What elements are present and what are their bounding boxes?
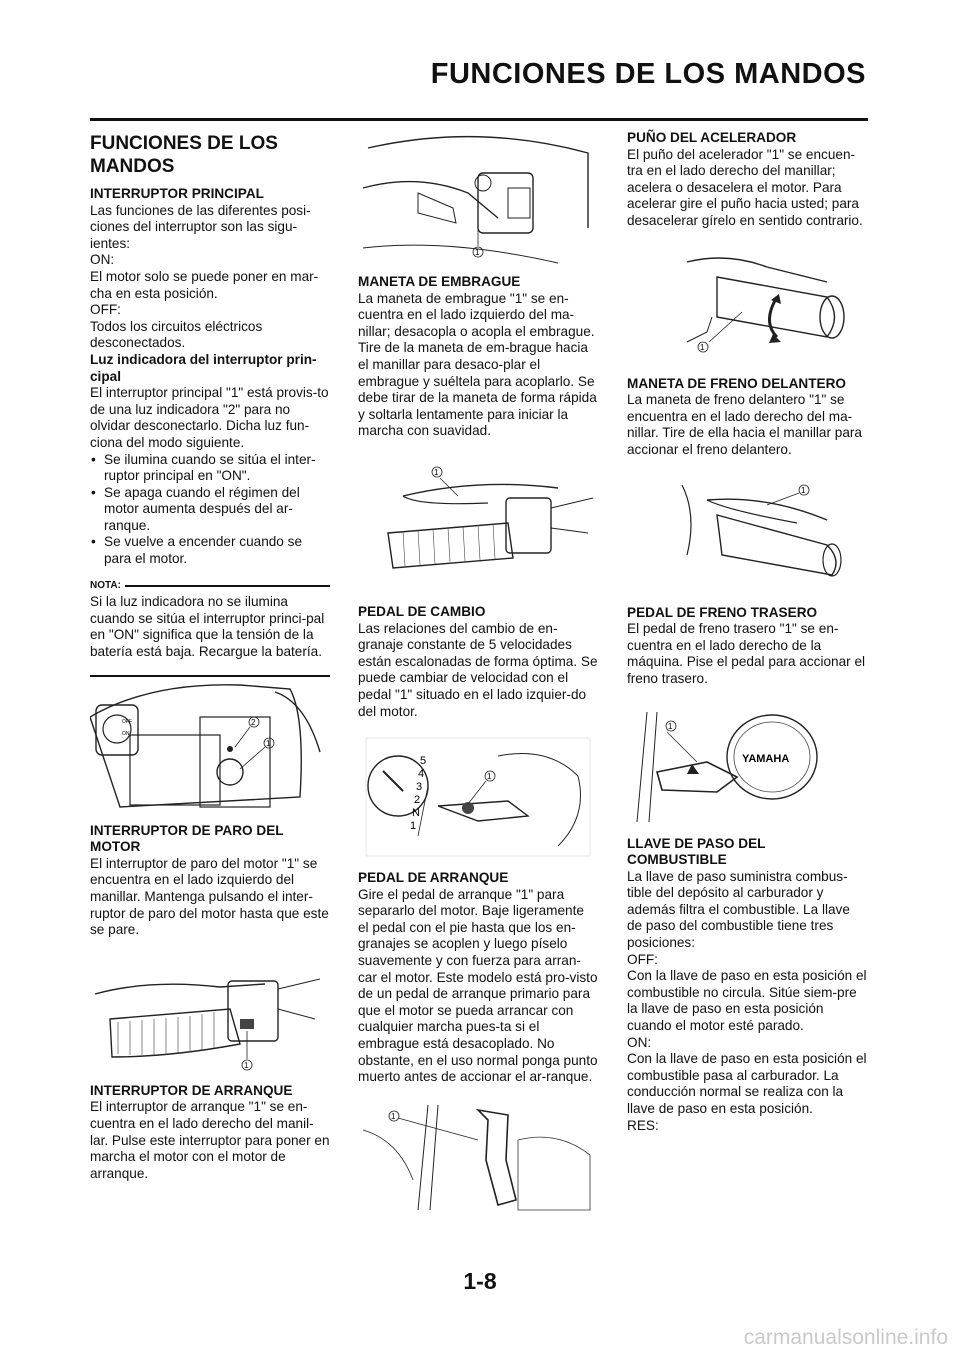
- front-brake-heading: MANETA DE FRENO DELANTERO: [627, 375, 847, 391]
- fig-callout: 1: [434, 467, 439, 477]
- kick-pedal-heading: PEDAL DE ARRANQUE: [358, 870, 509, 886]
- column-1: [90, 128, 330, 1182]
- note-text: Si la luz indicadora no se ilumina cuando se sitúa el interruptor princi-pal en "ON" significa que la tensión de la batería está baja. Recargue la batería.: [90, 594, 325, 660]
- main-switch-figure: [90, 677, 330, 817]
- yamaha-cover-text: YAMAHA: [742, 752, 790, 765]
- start-switch-text: El interruptor de arranque "1" se en-cuentra en el lado derecho del manil-lar. Pulse este interruptor para poner en marcha el motor con el motor de arranque.: [90, 1099, 330, 1181]
- switch-on-label: ON: [122, 730, 130, 737]
- fig-callout: 1: [391, 1111, 396, 1121]
- switch-off-label: OFF: [122, 718, 132, 725]
- gear-label-3: 3: [416, 781, 423, 794]
- throttle-text: El puño del acelerador "1" se encuen-tra en el lado derecho del manillar; acelera o desacelera el motor. Para acelerar gire el puño hacia usted; para desacelerar gírelo en sentido contrario.: [627, 146, 863, 228]
- section-title: FUNCIONES DE LOS MANDOS: [90, 133, 278, 177]
- fuel-cock-text: La llave de paso suministra combus-tible del depósito al carburador y además filtra el combustible. La llave de paso del combustible tiene tres posiciones:: [627, 868, 850, 951]
- indicator-list: [90, 452, 330, 568]
- kick-pedal-text: Gire el pedal de arranque "1" para separarlo del motor. Baje ligeramente el pedal con el pie hasta que los en-granajes se acoplen y luego píselo suavemente y con fuerza para arran-car el motor. Este modelo está pro-visto de un pedal de arranque primario para que el motor se pueda arrancar con cualquier marcha pues-ta si el embrague está desacoplado. No obstante, en el uso normal ponga punto muerto antes de accionar el ar-ranque.: [358, 886, 598, 1085]
- fig-callout: 1: [700, 342, 705, 352]
- stop-switch-heading: INTERRUPTOR DE PARO DEL MOTOR: [90, 822, 284, 855]
- throttle-figure: [627, 242, 867, 362]
- fuel-on-label: ON:: [627, 1034, 652, 1050]
- rear-brake-figure: [627, 702, 867, 826]
- stop-switch-text: El interruptor de paro del motor "1" se encuentra en el lado izquierdo del manillar. Mantenga pulsando el inter-ruptor de paro del motor hasta que este se pare.: [90, 855, 329, 938]
- header-rule: [90, 118, 868, 121]
- clutch-lever-figure: [358, 128, 598, 268]
- front-brake-text: La maneta de freno delantero "1" se encuentra en el lado derecho del ma-nillar. Tire de ella hacia el manillar para accionar el freno delantero.: [627, 392, 862, 457]
- clutch-heading: MANETA DE EMBRAGUE: [358, 274, 521, 289]
- fuel-on-text: Con la llave de paso en esta posición el combustible pasa al carburador. La conducción normal se realiza con la llave de paso en esta posición.: [627, 1051, 867, 1116]
- fig-callout: 1: [475, 248, 480, 257]
- fuel-off-label: OFF:: [627, 951, 658, 967]
- off-text: Todos los circuitos eléctricos desconectados.: [90, 318, 263, 351]
- fig-callout-2: 2: [251, 717, 256, 727]
- column-3: [627, 128, 867, 1134]
- rear-brake-text: El pedal de freno trasero "1" se en-cuentra en el lado derecho de la máquina. Pise el pedal para accionar el freno trasero.: [627, 621, 866, 686]
- fig-callout: 1: [668, 721, 673, 731]
- shift-pedal-text: Las relaciones del cambio de en-granaje constante de 5 velocidades están escalonadas de forma óptima. Se puede cambiar de velocidad con el pedal "1" situado en el lado izquier-do del motor.: [358, 620, 598, 719]
- clutch-detail-figure: [358, 458, 598, 588]
- note-box: [90, 578, 330, 677]
- front-brake-figure: [627, 475, 867, 591]
- fig-callout: 1: [801, 485, 806, 495]
- page-number: 1-8: [463, 1268, 497, 1294]
- column-2: [358, 128, 598, 1212]
- list-item: • Se ilumina cuando se sitúa el inter-ruptor principal en "ON".: [104, 452, 330, 485]
- note-label: NOTA:: [90, 578, 330, 595]
- list-item: • Se apaga cuando el régimen del motor aumenta después del ar-ranque.: [104, 485, 330, 535]
- fuel-cock-heading: LLAVE DE PASO DEL COMBUSTIBLE: [627, 835, 766, 868]
- list-item: • Se vuelve a encender cuando se para el motor.: [104, 534, 330, 567]
- rear-brake-heading: PEDAL DE FRENO TRASERO: [627, 604, 818, 620]
- kick-pedal-figure: [358, 1100, 598, 1212]
- throttle-heading: PUÑO DEL ACELERADOR: [627, 130, 797, 145]
- shift-pedal-heading: PEDAL DE CAMBIO: [358, 603, 486, 619]
- gear-label-n: N: [412, 807, 420, 820]
- stop-switch-figure: [90, 959, 330, 1079]
- fig-callout-1: 1: [266, 738, 271, 748]
- fuel-off-text: Con la llave de paso en esta posición el combustible no circula. Sitúe siem-pre la llave de paso en esta posición cuando el motor esté parado.: [627, 968, 867, 1034]
- off-label: OFF:: [90, 302, 121, 318]
- on-text: El motor solo se puede poner en mar-cha en esta posición.: [90, 268, 319, 301]
- watermark: carmanualsonline.info: [743, 1326, 948, 1349]
- gear-label-5: 5: [420, 755, 427, 768]
- on-label: ON:: [90, 252, 115, 268]
- header-title: FUNCIONES DE LOS MANDOS: [430, 58, 866, 90]
- start-switch-heading: INTERRUPTOR DE ARRANQUE: [90, 1082, 293, 1098]
- gear-label-2: 2: [414, 794, 421, 807]
- gear-label-1: 1: [410, 820, 417, 833]
- light-heading: Luz indicadora del interruptor prin-cipal: [90, 351, 317, 384]
- main-switch-heading: INTERRUPTOR PRINCIPAL: [90, 186, 264, 201]
- fuel-res-label: RES:: [627, 1117, 659, 1133]
- fig-callout: 1: [487, 772, 492, 782]
- shift-pedal-figure: [358, 736, 598, 858]
- main-switch-text: Las funciones de las diferentes posi-ciones del interruptor son las sigu-ientes:: [90, 202, 311, 251]
- gear-label-4: 4: [418, 768, 425, 781]
- fig-callout: 1: [244, 1060, 249, 1070]
- light-text: El interruptor principal "1" está provis-to de una luz indicadora "2" para no olvidar desconectarlo. Dicha luz fun-ciona del modo siguiente.: [90, 385, 329, 450]
- clutch-text: La maneta de embrague "1" se en-cuentra en el lado izquierdo del ma-nillar; desacopla o acopla el embrague. Tire de la maneta de em-brague hacia el manillar para desaco-plar el embrague y suéltela para acoplarlo. Se debe tirar de la maneta de forma rápida y soltarla lentamente para iniciar la marcha con suavidad.: [358, 290, 597, 439]
